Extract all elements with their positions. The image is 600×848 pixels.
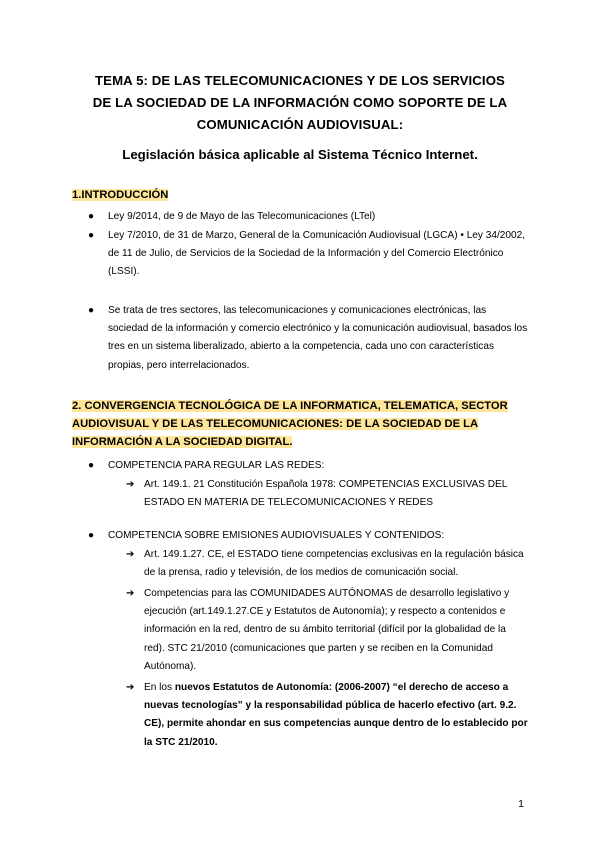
bullet-icon: ● [88, 530, 95, 541]
arrow-right-icon: ➔ [126, 549, 135, 560]
list-item-text: Competencias para las COMUNIDADES AUTÓNOMAS de desarrollo legislativo y ejecución (art.149.1.27.CE y Estatutos de Autonomía); y respecto a contenidos e información en la red, dentro de su ámbito territorial (difícil por la globalidad de la red). STC 21/2010 (comunicaciones que parten y se reciben en la Comunidad Autónoma). [144, 588, 510, 672]
list-item-text: Ley 9/2014, de 9 de Mayo de las Telecomunicaciones (LTel) [108, 211, 376, 222]
list-item [88, 457, 528, 475]
section-2-heading [72, 397, 508, 451]
list-item-bold-text: nuevos Estatutos de Autonomía: (2006-2007) “el derecho de acceso a nuevas tecnologías” y la responsabilidad pública de hacerlo efectivo (art. 9.2. CE), permite ahondar en sus competencias aunque dentro de lo establecido por la STC 21/2010. [144, 682, 528, 748]
title-line-3: COMUNICACIÓN AUDIOVISUAL: [196, 117, 404, 132]
list-item [88, 227, 528, 282]
list-item-text-prefix: En los [144, 682, 175, 693]
list-item-text: Art. 149.1.27. CE, el ESTADO tiene competencias exclusivas en la regulación básica de la prensa, radio y televisión, de los medios de comunicación social. [144, 549, 524, 579]
page-number: 1 [518, 798, 524, 810]
list-item-text: COMPETENCIA PARA REGULAR LAS REDES: [108, 460, 325, 471]
bullet-icon: ● [88, 211, 95, 222]
section-2-heading-line-2: AUDIOVISUAL Y DE LAS TELECOMUNICACIONES: DE LA SOCIEDAD DE LA [72, 418, 479, 430]
list-item-text: Art. 149.1. 21 Constitución Española 1978: COMPETENCIAS EXCLUSIVAS DEL ESTADO EN MATERIA DE TELECOMUNICACIONES Y REDES [144, 479, 507, 509]
title-line-2: DE LA SOCIEDAD DE LA INFORMACIÓN COMO SOPORTE DE LA [92, 95, 508, 110]
bullet-icon: ● [88, 230, 95, 241]
bullet-icon: ● [88, 460, 95, 471]
list-item [88, 302, 528, 375]
list-item [88, 527, 528, 545]
list-item-text: Se trata de tres sectores, las telecomunicaciones y comunicaciones electrónicas, las sociedad de la información y comercio electrónico y la comunicación audiovisual, basados los tres en un sistema liberalizado, abierto a la competencia, cada uno con características propias, pero interrelacionados. [108, 305, 528, 371]
document-subtitle: Legislación básica aplicable al Sistema Técnico Internet. [122, 147, 478, 162]
section-2-heading-line-3: INFORMACIÓN A LA SOCIEDAD DIGITAL. [72, 436, 293, 448]
list-item [88, 208, 528, 226]
section-1-heading [72, 186, 168, 204]
list-item [126, 585, 528, 676]
list-item-text: Ley 7/2010, de 31 de Marzo, General de la Comunicación Audiovisual (LGCA) • Ley 34/2002, de 11 de Julio, de Servicios de la Sociedad de la Información y del Comercio Electrónico (LSSI). [108, 230, 526, 278]
section-2-heading-line-1: 2. CONVERGENCIA TECNOLÓGICA DE LA INFORMATICA, TELEMATICA, SECTOR [72, 400, 508, 412]
document-title [60, 70, 540, 136]
title-line-1: TEMA 5: DE LAS TELECOMUNICACIONES Y DE LOS SERVICIOS [95, 73, 505, 88]
bullet-icon: ● [88, 305, 95, 316]
list-item [126, 679, 528, 752]
list-item-text: COMPETENCIA SOBRE EMISIONES AUDIOVISUALES Y CONTENIDOS: [108, 530, 445, 541]
arrow-right-icon: ➔ [126, 588, 135, 599]
list-item [126, 476, 528, 512]
arrow-right-icon: ➔ [126, 682, 135, 693]
section-1-heading-text: 1.INTRODUCCIÓN [72, 189, 169, 201]
arrow-right-icon: ➔ [126, 479, 135, 490]
list-item [126, 546, 528, 582]
